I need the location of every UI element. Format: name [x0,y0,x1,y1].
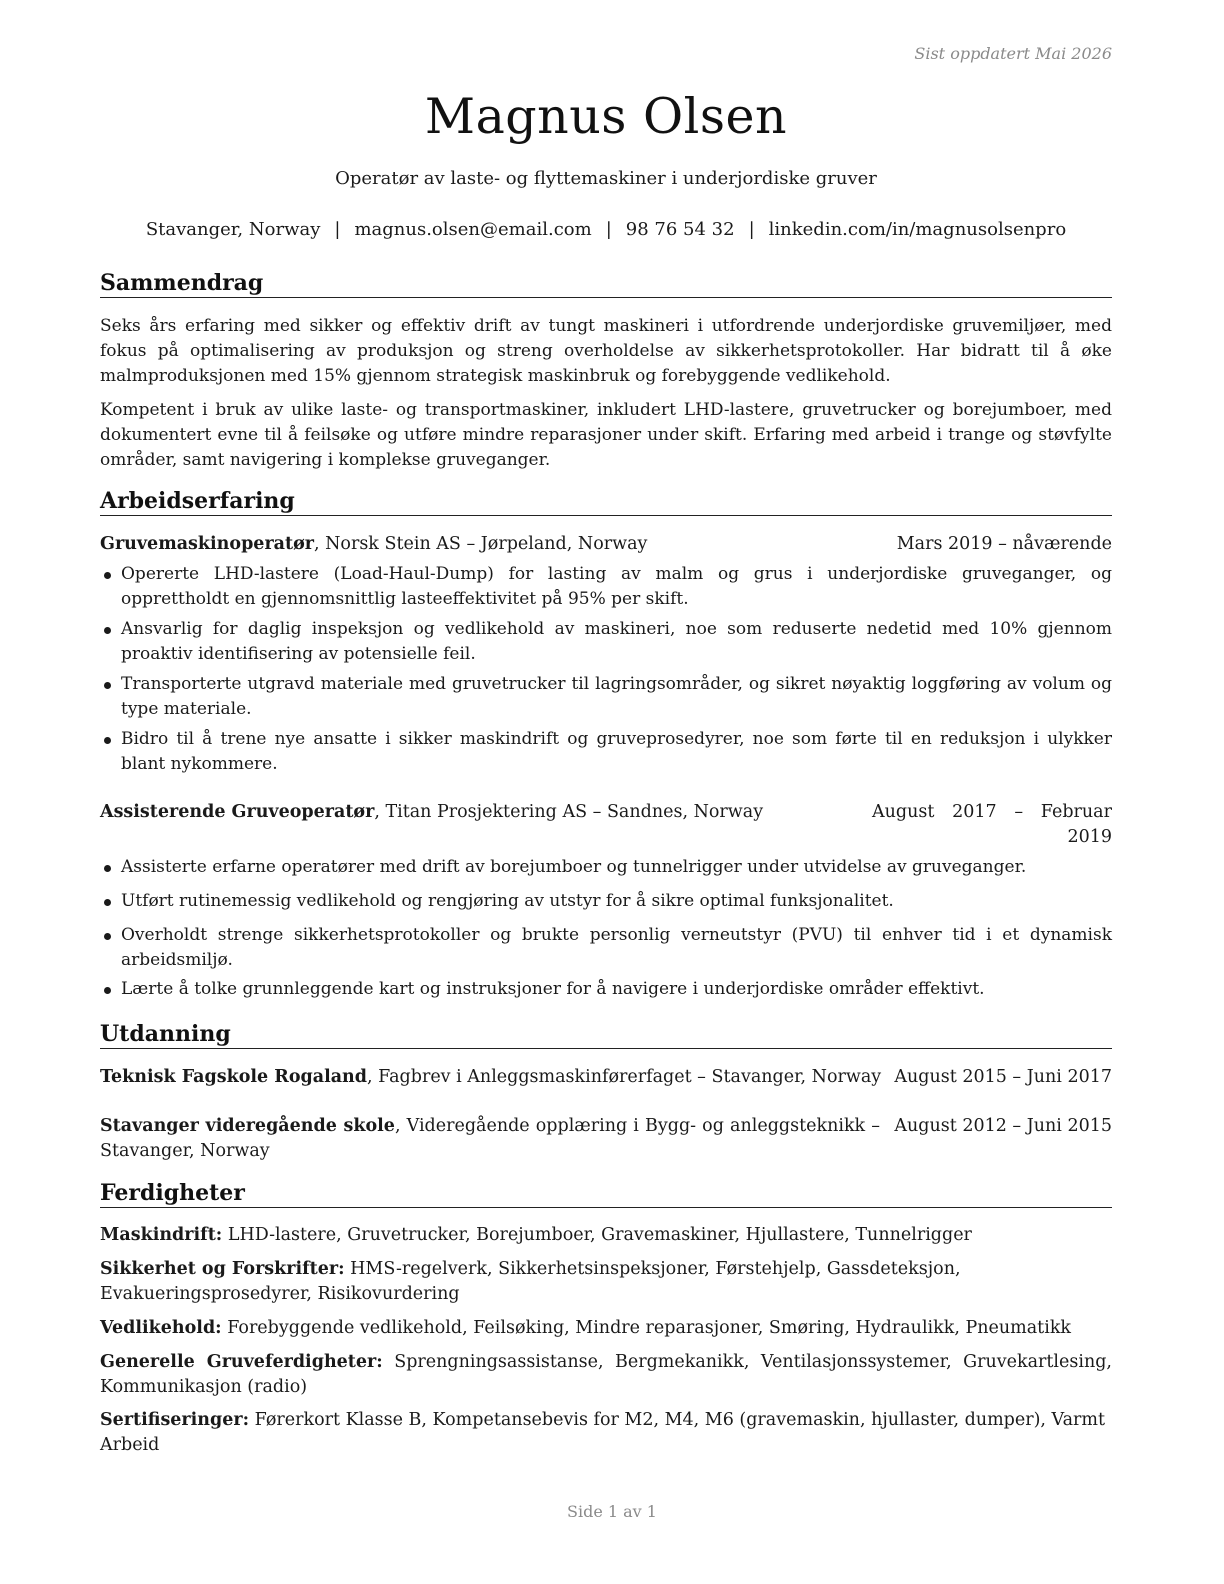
last-updated: Sist oppdatert Mai 2026 [914,44,1112,63]
summary-paragraph: Seks års erfaring med sikker og effektiv drift av tungt maskineri i utfordrende underjordiske gruvemiljøer, med fokus på optimalisering av produksjon og streng overholdelse av sikkerhetsprotokoller. Har bidratt til å øke malmproduksjonen med 15% gjennom strategisk maskinbruk og forebyggende vedlikehold. [100,316,1112,386]
skill-value: Forebyggende vedlikehold, Feilsøking, Mindre reparasjoner, Smøring, Hydraulikk, Pneumatikk [227,1318,1072,1338]
skill-value: LHD-lastere, Gruvetrucker, Borejumboer, Gravemaskiner, Hjullastere, Tunnelrigger [227,1225,972,1245]
skill-row [100,1316,1112,1341]
list-item: Ansvarlig for daglig inspeksjon og vedlikehold av maskineri, noe som reduserte nedetid med 10% gjennom proaktiv identifisering av potensielle feil. [100,617,1112,667]
contact-linkedin[interactable]: linkedin.com/in/magnusolsenpro [768,219,1067,240]
job-role: Assisterende Gruveoperatør [100,802,375,822]
list-item: Assisterte erfarne operatører med drift av borejumboer og tunnelrigger under utvidelse av gruveganger. [100,855,1112,880]
list-item: Transporterte utgravd materiale med gruvetrucker til lagringsområder, og sikret nøyaktig loggføring av volum og type materiale. [100,672,1112,722]
contact-separator: | [748,219,755,240]
job-role: Gruvemaskinoperatør [100,534,314,554]
job-bullets [100,855,1112,1007]
list-item: Bidro til å trene nye ansatte i sikker maskindrift og gruveprosedyrer, noe som førte til en reduksjon i ulykker blant nykommere. [100,727,1112,777]
education-item [100,1065,1112,1090]
list-item: Opererte LHD-lastere (Load-Haul-Dump) for lasting av malm og grus i underjordiske gruveganger, og opprettholdt en gjennomsnittlig lasteeffektivitet på 95% per skift. [100,562,1112,612]
contact-location: Stavanger, Norway [145,219,321,240]
candidate-name: Magnus Olsen [424,88,788,145]
degree: , Fagbrev i Anleggsmaskinførerfaget – Stavanger, Norway [367,1067,882,1087]
skill-value: HMS-regelverk, Sikkerhetsinspeksjoner, Førstehjelp, Gassdeteksjon, Evakueringsprosedyrer, Risikovurdering [100,1259,961,1304]
job-company: , Norsk Stein AS – Jørpeland, Norway [313,534,648,554]
section-title-education: Utdanning [100,1021,1112,1049]
list-item: Utført rutinemessig vedlikehold og rengjøring av utstyr for å sikre optimal funksjonalitet. [100,889,1112,914]
page-number: Side 1 av 1 [567,1502,657,1521]
skill-label: Vedlikehold: [100,1318,222,1338]
job-bullets [100,562,1112,782]
job-subtitle: Operatør av laste- og flyttemaskiner i underjordiske gruver [335,168,877,189]
skill-label: Sikkerhet og Forskrifter: [100,1259,345,1279]
skill-label: Sertifiseringer: [100,1410,250,1430]
job-date: Mars 2019 – nåværende [896,534,1112,554]
contact-phone: 98 76 54 32 [625,219,735,240]
contact-separator: | [334,219,341,240]
education-text [100,1114,880,1164]
summary-paragraph: Kompetent i bruk av ulike laste- og transportmaskiner, inkludert LHD-lastere, gruvetrucker og borejumboer, med dokumentert evne til å feilsøke og utføre mindre reparasjoner under skift. Erfaring med arbeid i trange og støvfylte områder, samt navigering i komplekse gruveganger. [100,400,1112,470]
school-name: Stavanger videregående skole [100,1116,395,1136]
skill-label: Generelle Gruveferdigheter: [100,1352,383,1372]
section-title-experience: Arbeidserfaring [100,488,1112,516]
skill-value: Førerkort Klasse B, Kompetansebevis for M2, M4, M6 (gravemaskin, hjullaster, dumper), Varmt Arbeid [100,1410,1106,1455]
skill-row [100,1350,1112,1400]
school-name: Teknisk Fagskole Rogaland [100,1067,368,1087]
skill-label: Maskindrift: [100,1225,223,1245]
contact-email[interactable]: magnus.olsen@email.com [354,219,592,240]
degree: , Videregående opplæring i Bygg- og anleggsteknikk – Stavanger, Norway [100,1116,881,1161]
skill-row [100,1223,1112,1248]
job-heading [100,800,1112,847]
section-title-summary: Sammendrag [100,270,1112,298]
skill-row [100,1408,1112,1458]
job-heading [100,532,1112,557]
list-item: Overholdt strenge sikkerhetsprotokoller og brukte personlig verneutstyr (PVU) til enhver tid i et dynamisk arbeidsmiljø. [100,923,1112,973]
skill-value: Sprengningsassistanse, Bergmekanikk, Ventilasjonssystemer, Gruvekartlesing, Kommunikasjon (radio) [100,1352,1112,1397]
job-company: , Titan Prosjektering AS – Sandnes, Norway [374,802,764,822]
contact-line [100,219,1112,240]
list-item: Lærte å tolke grunnleggende kart og instruksjoner for å navigere i underjordiske områder effektivt. [100,977,1112,1002]
job-date: August 2017 – Februar 2019 [872,802,1112,847]
contact-separator: | [605,219,612,240]
education-item [100,1114,1112,1164]
skill-row [100,1257,1112,1307]
education-date: August 2015 – Juni 2017 [894,1067,1112,1087]
education-date: August 2012 – Juni 2015 [894,1116,1112,1136]
section-title-skills: Ferdigheter [100,1180,1112,1208]
